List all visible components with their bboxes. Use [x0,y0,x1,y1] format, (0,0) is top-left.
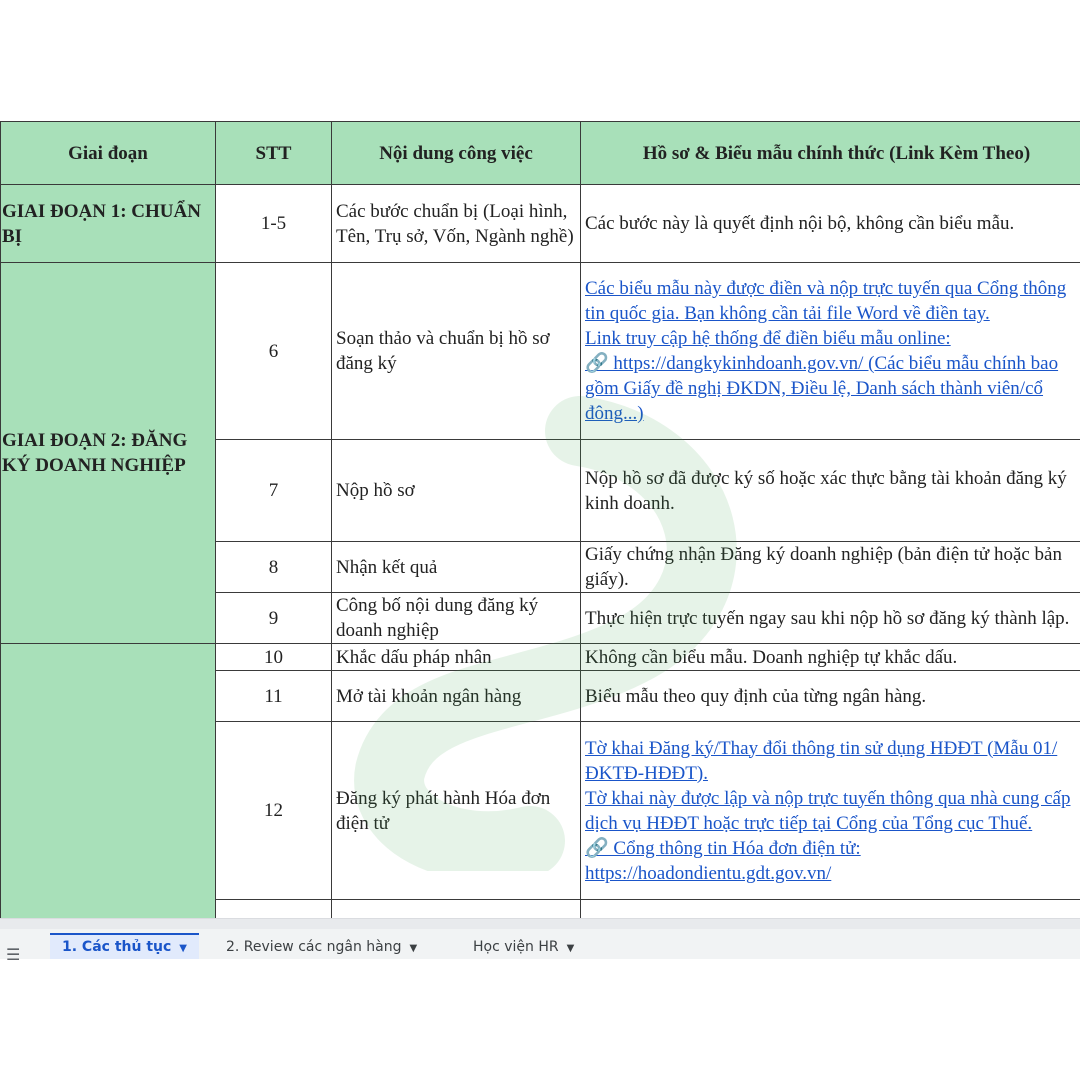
doc-cell[interactable]: Nộp hồ sơ đã được ký số hoặc xác thực bằng tài khoản đăng ký kinh doanh. [581,440,1080,542]
stt-cell[interactable]: 1-5 [216,185,332,263]
doc-link[interactable]: Tờ khai Đăng ký/Thay đổi thông tin sử dụng HĐĐT (Mẫu 01/ĐKTĐ-HĐĐT). [585,737,1058,784]
task-cell[interactable]: Đăng ký phát hành Hóa đơn điện tử [332,722,581,900]
chevron-down-icon[interactable]: ▼ [566,943,575,954]
doc-link[interactable]: 🔗 Cổng thông tin Hóa đơn điện tử: [585,837,861,859]
phase-cell[interactable]: GIAI ĐOẠN 2: ĐĂNG KÝ DOANH NGHIỆP [1,263,216,644]
stt-cell[interactable]: 12 [216,722,332,900]
sheet-tab-label: 1. Các thủ tục [62,939,172,955]
dangkykinhdoanh-link[interactable]: 🔗 https://dangkykinhdoanh.gov.vn/ (Các biểu mẫu chính bao gồm Giấy đề nghị ĐKDN, Điều lệ, Danh sách thành viên/cổ đông...) [585,353,1059,424]
stt-cell[interactable]: 8 [216,542,332,593]
task-cell[interactable]: Khắc dấu pháp nhân [332,644,581,671]
col-header-phase[interactable]: Giai đoạn [1,122,216,185]
table-row [1,644,1080,671]
sheet-tab-label: Học viện HR [473,939,559,955]
stt-cell[interactable]: 7 [216,440,332,542]
stt-cell[interactable] [216,900,332,919]
doc-cell[interactable]: Giấy chứng nhận Đăng ký doanh nghiệp (bản điện tử hoặc bản giấy). [581,542,1080,593]
doc-link[interactable]: Các biểu mẫu này được điền và nộp trực tuyến qua Cổng thông tin quốc gia. Bạn không cần tải file Word về điền tay. [585,278,1067,324]
col-header-task[interactable]: Nội dung công việc [332,122,581,185]
task-cell[interactable]: Công bố nội dung đăng ký doanh nghiệp [332,593,581,644]
all-sheets-menu-icon[interactable]: ☰ [6,945,21,964]
table-row [1,185,1080,263]
doc-cell[interactable] [581,263,1080,440]
hoadondientu-link[interactable]: https://hoadondientu.gdt.gov.vn/ [585,862,832,884]
chevron-down-icon[interactable]: ▼ [409,943,418,954]
doc-cell[interactable]: Biểu mẫu theo quy định của từng ngân hàng. [581,671,1080,722]
doc-cell[interactable]: Không cần biểu mẫu. Doanh nghiệp tự khắc dấu. [581,644,1080,671]
table-row [1,263,1080,440]
sheet-tab-label: 2. Review các ngân hàng [226,939,402,955]
sheet-tab-1[interactable] [50,933,199,959]
doc-cell[interactable]: Các bước này là quyết định nội bộ, không cần biểu mẫu. [581,185,1080,263]
horizontal-scrollbar[interactable] [0,919,1080,929]
task-cell[interactable]: Nộp hồ sơ [332,440,581,542]
doc-cell[interactable] [581,722,1080,900]
spreadsheet-grid [0,121,1080,918]
chevron-down-icon[interactable]: ▼ [179,943,187,954]
task-cell[interactable]: Nhận kết quả [332,542,581,593]
phase-cell[interactable] [1,644,216,919]
task-cell[interactable] [332,900,581,919]
sheet-tab-2[interactable] [214,935,429,959]
phase-cell[interactable]: GIAI ĐOẠN 1: CHUẨN BỊ [1,185,216,263]
col-header-docs[interactable]: Hồ sơ & Biểu mẫu chính thức (Link Kèm Theo) [581,122,1080,185]
stt-cell[interactable]: 11 [216,671,332,722]
doc-cell[interactable] [581,900,1080,919]
procedure-table [0,121,1080,918]
stt-cell[interactable]: 9 [216,593,332,644]
stt-cell[interactable]: 6 [216,263,332,440]
doc-link[interactable]: Tờ khai này được lập và nộp trực tuyến thông qua nhà cung cấp dịch vụ HĐĐT hoặc trực tiếp tại Cổng của Tổng cục Thuế. [585,787,1071,834]
doc-cell[interactable]: Thực hiện trực tuyến ngay sau khi nộp hồ sơ đăng ký thành lập. [581,593,1080,644]
task-cell[interactable]: Các bước chuẩn bị (Loại hình, Tên, Trụ sở, Vốn, Ngành nghề) [332,185,581,263]
doc-link[interactable]: Link truy cập hệ thống để điền biểu mẫu online: [585,328,951,349]
task-cell[interactable]: Mở tài khoản ngân hàng [332,671,581,722]
sheet-tab-bar [0,918,1080,964]
stt-cell[interactable]: 10 [216,644,332,671]
sheet-tab-3[interactable] [461,935,586,959]
col-header-stt[interactable]: STT [216,122,332,185]
task-cell[interactable]: Soạn thảo và chuẩn bị hồ sơ đăng ký [332,263,581,440]
header-row [1,122,1080,185]
